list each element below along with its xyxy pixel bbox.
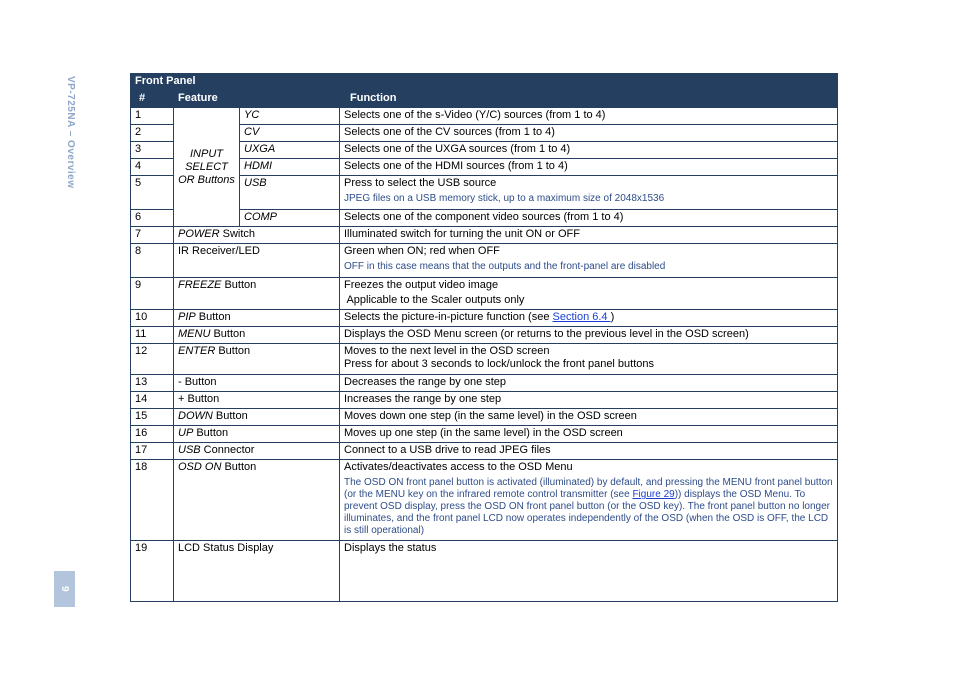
feature-cell	[174, 227, 340, 244]
feature-name-italic: UP	[178, 427, 194, 439]
row-num: 4	[131, 159, 174, 176]
function-text: Activates/deactivates access to the OSD Menu	[344, 461, 573, 473]
feature-cell	[174, 409, 340, 426]
feature-cell	[240, 159, 340, 176]
page-number: 9	[59, 586, 70, 592]
table-header-row	[131, 91, 838, 108]
section-link[interactable]: Section 6.4	[552, 311, 611, 323]
feature-name-italic: FREEZE	[178, 279, 222, 291]
row-num: 5	[131, 176, 174, 210]
feature-name: HDMI	[244, 160, 273, 172]
table-row	[131, 327, 838, 344]
table-row	[131, 375, 838, 392]
function-text: Freezes the output video image	[344, 279, 499, 291]
feature-name-italic: USB	[178, 444, 201, 456]
feature-name-suffix: Button	[195, 311, 231, 323]
row-num: 3	[131, 142, 174, 159]
note-text-tail: )) displays the OSD Menu. To prevent OSD display, press the OSD ON front panel button (or the OSD key). The front panel button no longer illuminates, and the front panel LCD now operates independently of the OSD (when the OSD is OFF, the LCD is still operational)	[344, 489, 830, 536]
feature-name-suffix: Button	[221, 461, 257, 473]
feature-cell	[174, 426, 340, 443]
table-row	[131, 310, 838, 327]
feature-cell	[240, 142, 340, 159]
row-num: 12	[131, 344, 174, 375]
note-text: The OSD ON front panel button is activated (illuminated) by default, and pressing the MENU front panel button (or the MENU key on the infrared remote control transmitter (see	[344, 477, 833, 500]
feature-name: COMP	[244, 211, 277, 223]
table-title-row	[131, 74, 838, 91]
function-cell: Moves up one step (in the same level) in the OSD screen	[340, 426, 838, 443]
header-feature: Feature	[174, 91, 340, 108]
figure-link[interactable]: Figure 29	[632, 489, 675, 500]
row-num: 16	[131, 426, 174, 443]
function-text-2: Press for about 3 seconds to lock/unlock the front panel buttons	[344, 358, 655, 370]
function-cell: Selects one of the CV sources (from 1 to 4)	[340, 125, 838, 142]
table-row	[131, 344, 838, 375]
function-cell: Selects one of the component video sources (from 1 to 4)	[340, 210, 838, 227]
row-num: 19	[131, 541, 174, 602]
feature-cell	[174, 443, 340, 460]
function-cell	[340, 344, 838, 375]
function-text-tail: )	[610, 311, 615, 323]
table-row	[131, 392, 838, 409]
function-note: OFF in this case means that the outputs and the front-panel are disabled	[344, 261, 666, 272]
row-num: 10	[131, 310, 174, 327]
row-num: 7	[131, 227, 174, 244]
row-num: 14	[131, 392, 174, 409]
table-row	[131, 108, 838, 125]
page-number-tab	[54, 571, 75, 607]
feature-cell	[174, 344, 340, 375]
feature-name-italic: DOWN	[178, 410, 213, 422]
row-num: 2	[131, 125, 174, 142]
function-text: Green when ON; red when OFF	[344, 245, 500, 257]
feature-name-italic: PIP	[178, 311, 196, 323]
function-cell: Displays the OSD Menu screen (or returns to the previous level in the OSD screen)	[340, 327, 838, 344]
function-text: Press to select the USB source	[344, 177, 497, 189]
function-cell: Connect to a USB drive to read JPEG files	[340, 443, 838, 460]
feature-name-italic: OSD ON	[178, 461, 222, 473]
header-function: Function	[340, 91, 838, 108]
function-text: Selects the picture-in-picture function (see	[344, 311, 553, 323]
function-note: JPEG files on a USB memory stick, up to a maximum size of 2048x1536	[344, 193, 665, 204]
feature-cell	[240, 108, 340, 125]
feature-name-suffix: Switch	[219, 228, 256, 240]
row-num: 15	[131, 409, 174, 426]
row-num: 11	[131, 327, 174, 344]
header-num: #	[131, 91, 174, 108]
table-title: Front Panel	[131, 74, 838, 91]
function-cell: Illuminated switch for turning the unit ON or OFF	[340, 227, 838, 244]
function-cell: Decreases the range by one step	[340, 375, 838, 392]
function-text: Moves to the next level in the OSD screen	[344, 345, 550, 357]
row-num: 13	[131, 375, 174, 392]
function-cell: Displays the status	[340, 541, 838, 602]
function-note	[344, 477, 833, 537]
row-num: 18	[131, 460, 174, 541]
feature-name-suffix: Button	[215, 345, 251, 357]
feature-name-italic: MENU	[178, 328, 211, 340]
table-row	[131, 541, 838, 602]
feature-cell	[174, 327, 340, 344]
function-cell: Selects one of the s-Video (Y/C) sources (from 1 to 4)	[340, 108, 838, 125]
function-cell	[340, 278, 838, 310]
row-num: 9	[131, 278, 174, 310]
function-cell	[340, 310, 838, 327]
feature-name-italic: POWER	[178, 228, 220, 240]
feature-cell	[174, 310, 340, 327]
feature-cell: + Button	[174, 392, 340, 409]
table-row	[131, 244, 838, 278]
table-row	[131, 409, 838, 426]
feature-cell	[240, 210, 340, 227]
feature-cell	[174, 278, 340, 310]
feature-cell: LCD Status Display	[174, 541, 340, 602]
row-num: 17	[131, 443, 174, 460]
table-row	[131, 460, 838, 541]
table-row	[131, 278, 838, 310]
function-cell	[340, 244, 838, 278]
row-num: 6	[131, 210, 174, 227]
row-num: 8	[131, 244, 174, 278]
front-panel-table	[130, 73, 838, 602]
feature-name: CV	[244, 126, 260, 138]
feature-name-suffix: Button	[212, 410, 248, 422]
table-row	[131, 443, 838, 460]
feature-name: YC	[244, 109, 260, 121]
feature-cell	[240, 176, 340, 210]
feature-name-italic: ENTER	[178, 345, 216, 357]
side-title: VP-725NA – Overview	[65, 76, 76, 189]
feature-cell: - Button	[174, 375, 340, 392]
row-num: 1	[131, 108, 174, 125]
feature-name-suffix: Button	[193, 427, 229, 439]
input-select-group: INPUT SELECT OR Buttons	[174, 108, 240, 227]
function-text-2: Applicable to the Scaler outputs only	[344, 294, 525, 306]
feature-name: USB	[244, 177, 267, 189]
function-cell	[340, 176, 838, 210]
function-cell: Increases the range by one step	[340, 392, 838, 409]
table-row	[131, 426, 838, 443]
function-cell: Selects one of the HDMI sources (from 1 to 4)	[340, 159, 838, 176]
feature-cell	[240, 125, 340, 142]
function-cell	[340, 460, 838, 541]
feature-name-suffix: Connector	[200, 444, 255, 456]
feature-name: UXGA	[244, 143, 276, 155]
feature-cell: IR Receiver/LED	[174, 244, 340, 278]
function-cell: Selects one of the UXGA sources (from 1 to 4)	[340, 142, 838, 159]
feature-name-suffix: Button	[221, 279, 257, 291]
function-cell: Moves down one step (in the same level) in the OSD screen	[340, 409, 838, 426]
table-row	[131, 227, 838, 244]
feature-cell	[174, 460, 340, 541]
feature-name-suffix: Button	[210, 328, 246, 340]
